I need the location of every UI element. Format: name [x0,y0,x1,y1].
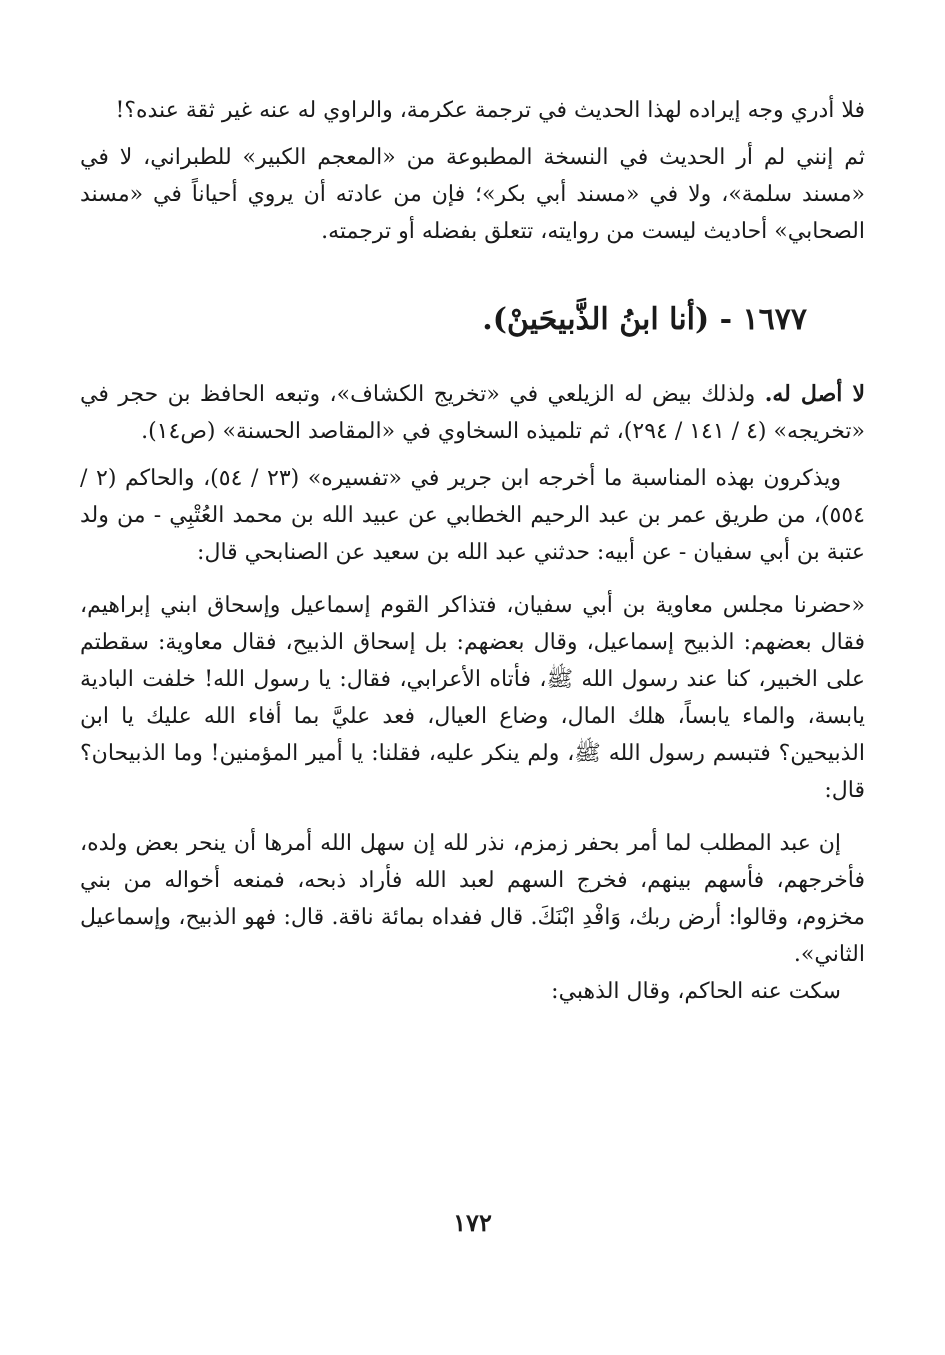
paragraph-quote: «حضرنا مجلس معاوية بن أبي سفيان، فتذاكر القوم إسماعيل وإسحاق ابني إبراهيم، فقال بعضهم: الذبيح إسماعيل، وقال بعضهم: بل إسحاق الذبيح، فقال معاوية: سقطتم على الخبير، كنا عند رسول الله ﷺ، فأتاه الأعرابي، فقال: يا رسول الله! خلفت البادية يابسة، والماء يابساً، هلك المال، وضاع العيال، فعد عليَّ بما أفاء الله عليك يا ابن الذبيحين؟ فتبسم رسول الله ﷺ، ولم ينكر عليه، فقلنا: يا أمير المؤمنين! وما الذبيحان؟ قال: [80,593,865,803]
paragraph-4: ويذكرون بهذه المناسبة ما أخرجه ابن جرير في «تفسيره» (٢٣ / ٥٤)، والحاكم (٢ / ٥٥٤)، من طريق عمر بن عبد الرحيم الخطابي عن عبيد الله بن محمد العُتْبِي - من ولد عتبة بن أبي سفيان - عن أبيه: حدثني عبد الله بن سعيد عن الصنابحي قال: [80,466,865,565]
verdict-lead: لا أصل له. [764,381,865,407]
paragraph-verdict [80,376,865,450]
page-number: ١٧٢ [453,1208,492,1237]
hadith-heading: ١٦٧٧ - (أنا ابنُ الذَّبيحَينْ). [482,302,807,337]
verdict-rest: ولذلك بيض له الزيلعي في «تخريج الكشاف»، وتبعه الحافظ بن حجر في «تخريجه» (٤ / ١٤١ / ٢٩٤)، ثم تلميذه السخاوي في «المقاصد الحسنة» (ص١٤). [80,382,865,444]
paragraph-6: إن عبد المطلب لما أمر بحفر زمزم، نذر لله إن سهل الله أمرها أن ينحر بعض ولده، فأخرجهم، فأسهم بينهم، فخرج السهم لعبد الله فأراد ذبحه، فمنعه أخواله من بني مخزوم، وقالوا: أرض ربك، وَافْدِ ابْنَكَ. قال ففداه بمائة ناقة. قال: فهو الذبيح، وإسماعيل الثاني». [80,831,865,967]
paragraph-2: ثم إنني لم أر الحديث في النسخة المطبوعة من «المعجم الكبير» للطبراني، لا في «مسند سلمة»، ولا في «مسند أبي بكر»؛ فإن من عادته أن يروي أحياناً في «مسند الصحابي» أحاديث ليست من روايته، تتعلق بفضله أو ترجمته. [80,145,865,244]
paragraph-1: فلا أدري وجه إيراده لهذا الحديث في ترجمة عكرمة، والراوي له عنه غير ثقة عنده؟! [115,98,865,123]
page-body [80,92,865,1010]
paragraph-7: سكت عنه الحاكم، وقال الذهبي: [551,979,841,1004]
